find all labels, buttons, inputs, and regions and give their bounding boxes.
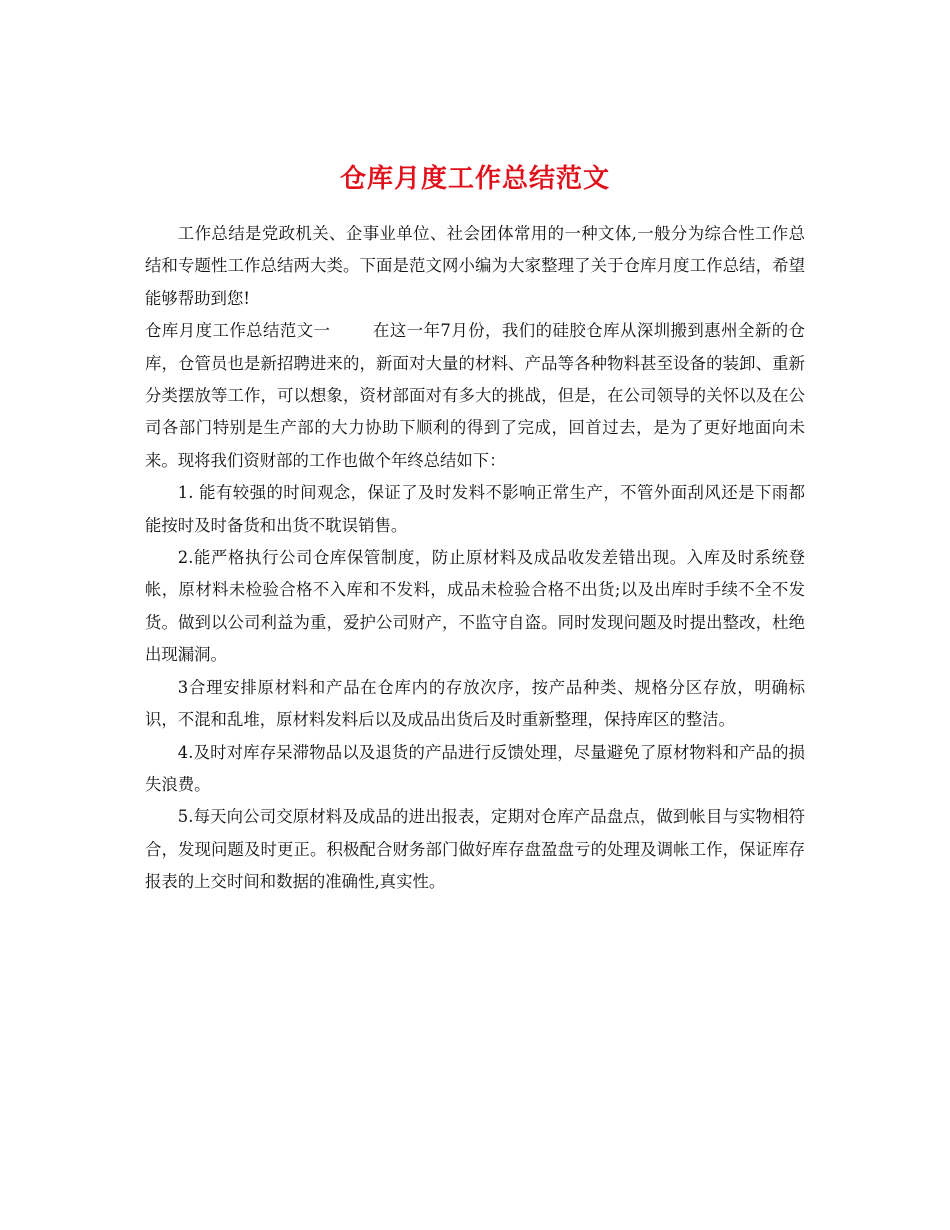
list-item: 2.能严格执行公司仓库保管制度，防止原材料及成品收发差错出现。入库及时系统登帐，原材料未检验合格不入库和不发料，成品未检验合格不出货;以及出库时手续不全不发货。做到以公司利益为重，爱护公司财产，不监守自盗。同时发现问题及时提出整改，杜绝出现漏洞。 [145, 548, 805, 665]
document-title: 仓库月度工作总结范文 [339, 164, 610, 195]
section-paragraph [145, 315, 805, 477]
section-body: 在这一年7月份，我们的硅胶仓库从深圳搬到惠州全新的仓库，仓管员也是新招聘进来的，新面对大量的材料、产品等各种物料甚至设备的装卸、重新分类摆放等工作，可以想象，资材部面对有多大的挑战，但是，在公司领导的关怀以及在公司各部门特别是生产部的大力协助下顺利的得到了完成，回首过去，是为了更好地面向未来。现将我们资财部的工作也做个年终总结如下： [145, 321, 805, 470]
list-item: 3合理安排原材料和产品在仓库内的存放次序，按产品种类、规格分区存放，明确标识，不混和乱堆，原材料发料后以及成品出货后及时重新整理，保持库区的整洁。 [145, 677, 805, 730]
document-body [145, 218, 805, 899]
intro-paragraph: 工作总结是党政机关、企事业单位、社会团体常用的一种文体,一般分为综合性工作总结和专题性工作总结两大类。下面是范文网小编为大家整理了关于仓库月度工作总结，希望能够帮助到您! [145, 224, 805, 308]
list-item: 5.每天向公司交原材料及成品的进出报表，定期对仓库产品盘点，做到帐目与实物相符合，发现问题及时更正。积极配合财务部门做好库存盘盈盘亏的处理及调帐工作，保证库存报表的上交时间和数据的准确性,真实性。 [145, 807, 805, 892]
section-heading: 仓库月度工作总结范文一 [145, 321, 331, 341]
list-item: 1. 能有较强的时间观念，保证了及时发料不影响正常生产，不管外面刮风还是下雨都能按时及时备货和出货不耽误销售。 [145, 483, 805, 535]
list-item: 4.及时对库存呆滞物品以及退货的产品进行反馈处理，尽量避免了原材物料和产品的损失浪费。 [145, 742, 805, 794]
